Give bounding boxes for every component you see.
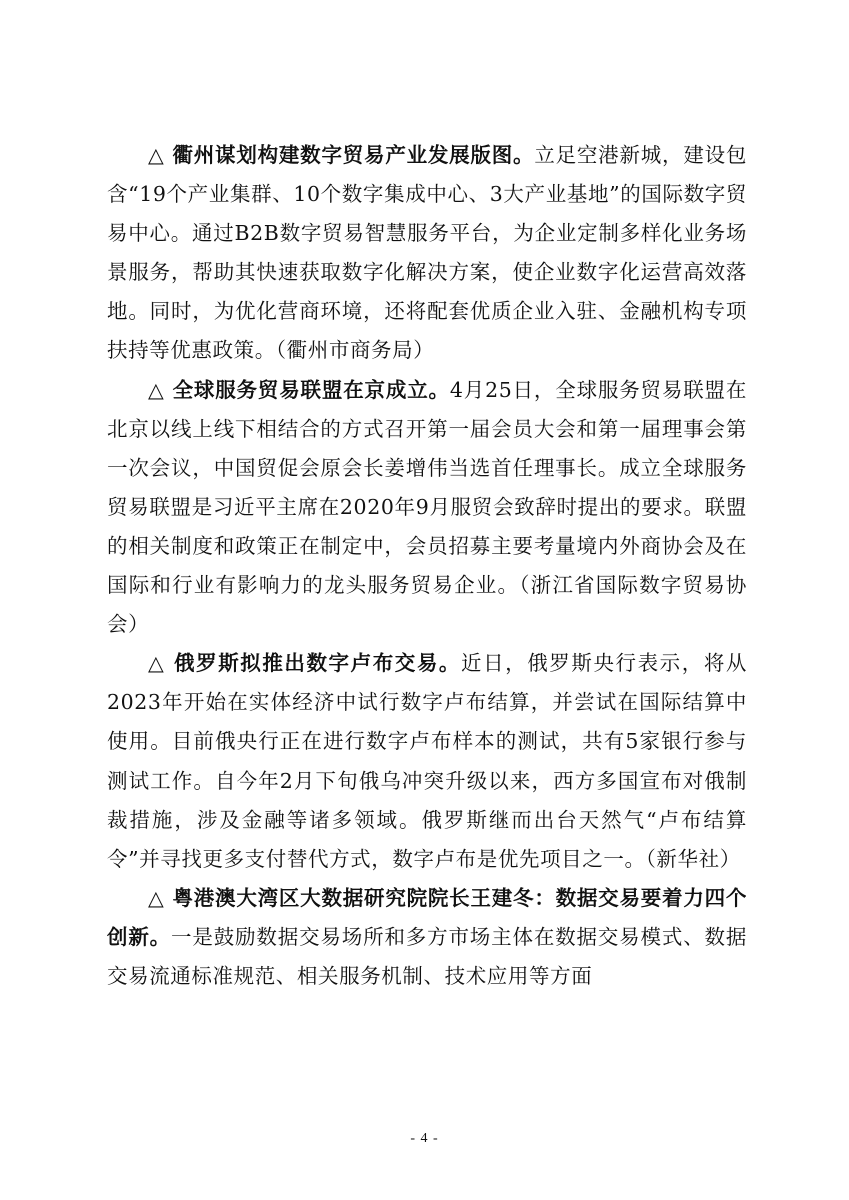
article-body: 近日，俄罗斯央行表示，将从2023年开始在实体经济中试行数字卢布结算，并尝试在国际结算中使用。目前俄央行正在进行数字卢布样本的测试，共有5家银行参与测试工作。自今年2月下旬俄乌冲突升级以来，西方多国宣布对俄制裁措施，涉及金融等诸多领域。俄罗斯继而出台天然气“卢布结算令”并寻找更多支付替代方式，数字卢布是优先项目之一。（新华社） — [107, 651, 747, 871]
article-global-service-trade-alliance — [107, 371, 747, 645]
article-body: 一是鼓励数据交易场所和多方市场主体在数据交易模式、数据交易流通标准规范、相关服务机制、技术应用等方面 — [107, 924, 747, 988]
article-headline: △ 全球服务贸易联盟在京成立。 — [148, 377, 450, 402]
article-russia-digital-ruble — [107, 644, 747, 879]
article-list — [107, 136, 747, 996]
article-headline: △ 粤港澳大湾区大数据研究院院长王建冬：数据交易要着力四个创新。 — [107, 885, 747, 949]
article-gba-big-data-institute — [107, 879, 747, 996]
article-headline: △ 衢州谋划构建数字贸易产业发展版图。 — [148, 143, 535, 167]
page-number: - 4 - — [410, 1131, 439, 1146]
article-quzhou-digital-trade — [107, 136, 747, 371]
article-headline: △ 俄罗斯拟推出数字卢布交易。 — [148, 651, 462, 676]
article-body: 4月25日，全球服务贸易联盟在北京以线上线下相结合的方式召开第一届会员大会和第一届理事会第一次会议，中国贸促会原会长姜增伟当选首任理事长。成立全球服务贸易联盟是习近平主席在2020年9月服贸会致辞时提出的要求。联盟的相关制度和政策正在制定中，会员招募主要考量境内外商协会及在国际和行业有影响力的龙头服务贸易企业。（浙江省国际数字贸易协会） — [107, 377, 747, 637]
article-body: 立足空港新城，建设包含“19个产业集群、10个数字集成中心、3大产业基地”的国际数字贸易中心。通过B2B数字贸易智慧服务平台，为企业定制多样化业务场景服务，帮助其快速获取数字化解决方案，使企业数字化运营高效落地。同时，为优化营商环境，还将配套优质企业入驻、金融机构专项扶持等优惠政策。（衢州市商务局） — [107, 143, 747, 363]
